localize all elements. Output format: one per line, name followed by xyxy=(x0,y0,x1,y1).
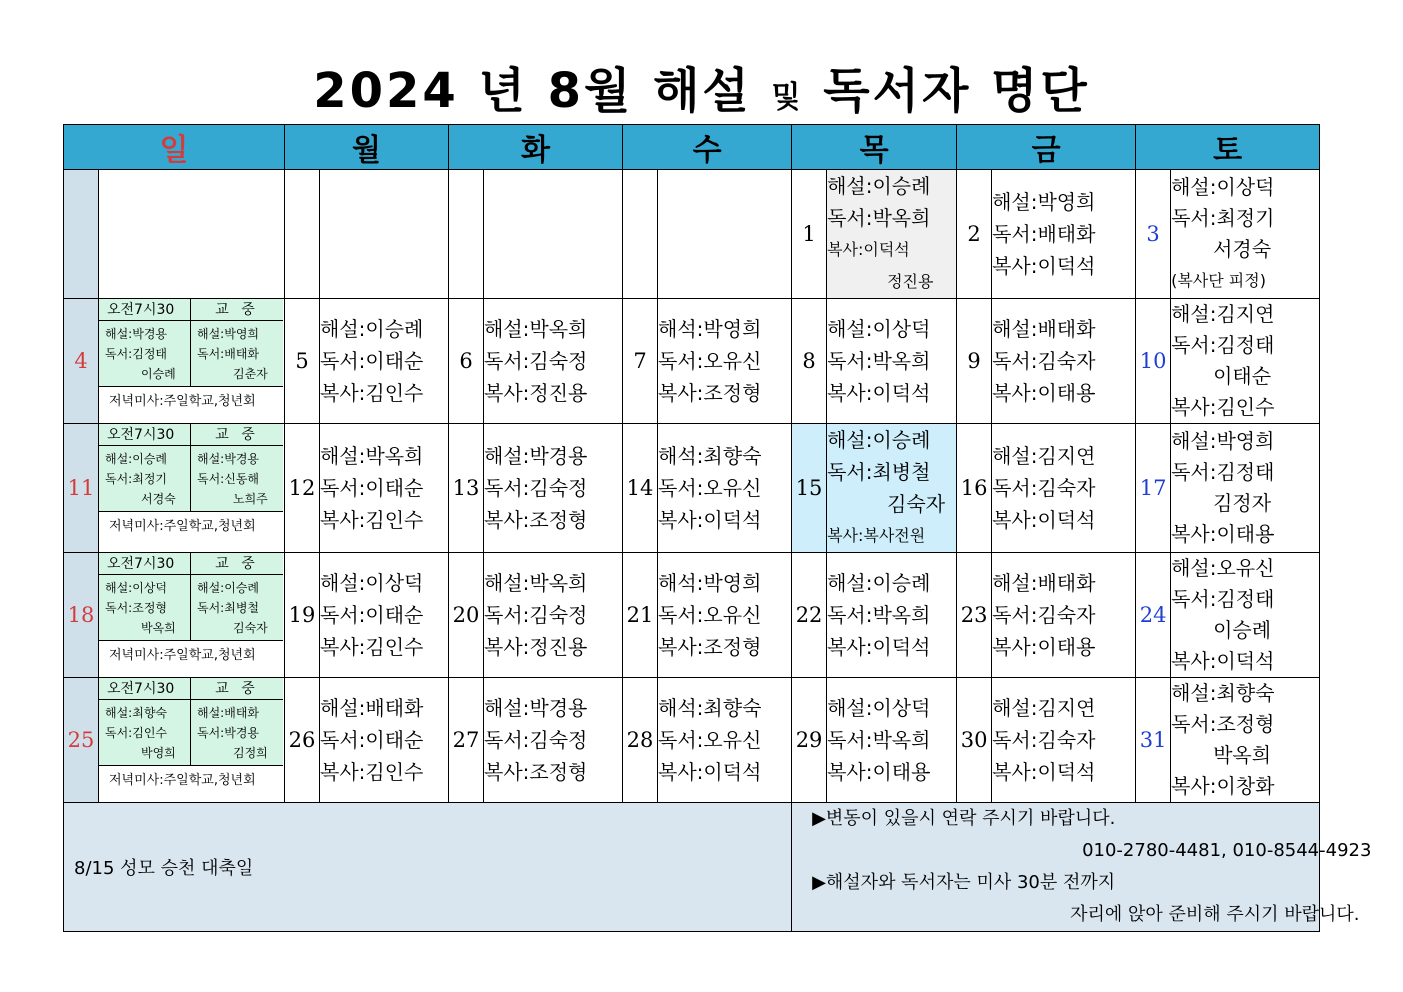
day-roles xyxy=(484,299,623,424)
notice-line: ▶변동이 있을시 연락 주시기 바랍니다. xyxy=(812,808,1116,829)
role-line: 독서:이태순 xyxy=(320,476,424,500)
weekday-header: 토 xyxy=(1136,125,1320,170)
sunday-date xyxy=(64,170,99,299)
day-number: 23 xyxy=(957,553,992,678)
sunday-mass-grid xyxy=(99,678,284,797)
role-line: 독서:박경용 xyxy=(197,726,260,740)
role-line: 김숙자 xyxy=(233,621,268,635)
main-mass-label: 교 중 xyxy=(191,299,283,321)
day-roles xyxy=(320,678,449,803)
title-main: 2024 년 8월 해설 xyxy=(313,63,752,119)
role-line: 해설:이상덕 xyxy=(827,696,931,720)
role-line: 복사:김인수 xyxy=(320,508,424,532)
main-mass-roles xyxy=(191,446,283,512)
role-line: 해설:이승례 xyxy=(320,317,424,341)
role-line: 복사:김인수 xyxy=(320,381,424,405)
role-line: 복사:김인수 xyxy=(1171,395,1275,419)
day-roles xyxy=(992,299,1136,424)
role-line: 서경숙 xyxy=(141,492,176,506)
role-line: 서경숙 xyxy=(1213,237,1272,261)
role-line: 독서:오유신 xyxy=(658,603,762,627)
role-line: (복사단 피정) xyxy=(1171,271,1266,290)
day-roles xyxy=(1171,553,1320,678)
role-line: 김숙자 xyxy=(887,492,946,516)
role-line: 해설:이승례 xyxy=(197,581,260,595)
role-line: 독서:김숙정 xyxy=(484,603,588,627)
day-roles xyxy=(1171,170,1320,299)
role-line: 해설:이승례 xyxy=(105,452,168,466)
role-line: 독서:김정태 xyxy=(1171,333,1275,357)
day-roles xyxy=(484,553,623,678)
day-number: 31 xyxy=(1136,678,1171,803)
day-number: 19 xyxy=(285,553,320,678)
day-roles xyxy=(484,424,623,553)
weekday-header: 월 xyxy=(285,125,449,170)
role-line: 복사:이덕석 xyxy=(827,381,931,405)
day-roles xyxy=(320,170,449,299)
role-line: 독서:조정형 xyxy=(1171,712,1275,736)
title-small: 및 xyxy=(771,80,804,115)
role-line: 해설:박경용 xyxy=(484,444,588,468)
role-line: 해석:최향숙 xyxy=(658,444,762,468)
day-roles xyxy=(827,299,957,424)
role-line: 복사:이덕석 xyxy=(827,635,931,659)
day-number: 22 xyxy=(792,553,827,678)
role-line: 해설:최향숙 xyxy=(105,706,168,720)
sunday-mass-grid xyxy=(99,424,284,543)
sunday-mass-grid xyxy=(99,299,284,418)
role-line: 이승례 xyxy=(141,367,176,381)
role-line: 독서:최정기 xyxy=(1171,206,1275,230)
role-line: 해석:박영희 xyxy=(658,317,762,341)
day-number: 6 xyxy=(449,299,484,424)
day-number: 30 xyxy=(957,678,992,803)
day-roles xyxy=(484,170,623,299)
main-mass-label: 교 중 xyxy=(191,553,283,575)
day-number: 14 xyxy=(623,424,658,553)
sunday-schedule xyxy=(99,170,285,299)
role-line: 해설:박옥희 xyxy=(484,317,588,341)
weekday-header: 목 xyxy=(792,125,957,170)
role-line: 복사:이태용 xyxy=(1171,522,1275,546)
role-line: 해설:이상덕 xyxy=(827,317,931,341)
day-roles xyxy=(992,424,1136,553)
day-roles xyxy=(658,299,792,424)
role-line: 해설:배태화 xyxy=(992,317,1096,341)
role-line: 이승례 xyxy=(1213,618,1272,642)
role-line: 복사:이태용 xyxy=(992,381,1096,405)
day-number xyxy=(449,170,484,299)
sunday-date: 11 xyxy=(64,424,99,553)
day-number: 28 xyxy=(623,678,658,803)
sunday-schedule xyxy=(99,424,285,553)
role-line: 김정희 xyxy=(233,746,268,760)
morning-mass-label: 오전7시30 xyxy=(99,299,191,321)
day-number: 12 xyxy=(285,424,320,553)
week-row xyxy=(64,553,1320,678)
day-number: 9 xyxy=(957,299,992,424)
role-line: 해설:박옥희 xyxy=(484,571,588,595)
role-line: 독서:김숙자 xyxy=(992,603,1096,627)
evening-mass: 저녁미사:주일학교,청년회 xyxy=(99,387,283,416)
role-line: 해설:배태화 xyxy=(197,706,260,720)
role-line: 복사:이덕석 xyxy=(827,240,910,259)
role-line: 해설:이승례 xyxy=(827,428,931,452)
role-line: 복사:이창화 xyxy=(1171,774,1275,798)
role-line: 해설:김지연 xyxy=(992,696,1096,720)
morning-mass-roles xyxy=(99,446,191,512)
evening-mass: 저녁미사:주일학교,청년회 xyxy=(99,641,283,670)
day-number: 29 xyxy=(792,678,827,803)
role-line: 해설:오유신 xyxy=(1171,556,1275,580)
sunday-date: 18 xyxy=(64,553,99,678)
notice-line: 자리에 앉아 준비해 주시기 바랍니다. xyxy=(1070,904,1360,925)
day-roles xyxy=(1171,424,1320,553)
day-number: 8 xyxy=(792,299,827,424)
evening-mass: 저녁미사:주일학교,청년회 xyxy=(99,766,283,795)
footer-notice xyxy=(792,803,1372,932)
day-roles xyxy=(320,424,449,553)
sunday-schedule xyxy=(99,678,285,803)
role-line: 김정자 xyxy=(1213,491,1272,515)
day-roles xyxy=(992,170,1136,299)
role-line: 해석:박영희 xyxy=(658,571,762,595)
weekday-header: 화 xyxy=(449,125,623,170)
notice-line: ▶해설자와 독서자는 미사 30분 전까지 xyxy=(812,872,1116,893)
role-line: 해설:박경용 xyxy=(197,452,260,466)
main-mass-label: 교 중 xyxy=(191,678,283,700)
day-number: 21 xyxy=(623,553,658,678)
day-roles xyxy=(658,678,792,803)
role-line: 복사:정진용 xyxy=(484,635,588,659)
day-roles xyxy=(320,299,449,424)
day-number: 3 xyxy=(1136,170,1171,299)
morning-mass-roles xyxy=(99,700,191,766)
morning-mass-roles xyxy=(99,321,191,387)
role-line: 독서:이태순 xyxy=(320,603,424,627)
day-roles xyxy=(827,678,957,803)
role-line: 복사:이덕석 xyxy=(658,508,762,532)
morning-mass-label: 오전7시30 xyxy=(99,678,191,700)
main-mass-roles xyxy=(191,575,283,641)
role-line: 독서:박옥희 xyxy=(827,349,931,373)
day-roles xyxy=(320,553,449,678)
role-line: 복사:이덕석 xyxy=(992,254,1096,278)
role-line: 해설:박경용 xyxy=(484,696,588,720)
day-roles xyxy=(658,170,792,299)
role-line: 독서:김숙정 xyxy=(484,728,588,752)
role-line: 독서:박옥희 xyxy=(827,603,931,627)
day-number: 7 xyxy=(623,299,658,424)
role-line: 이태순 xyxy=(1213,364,1272,388)
role-line: 독서:박옥희 xyxy=(827,206,931,230)
week-row xyxy=(64,299,1320,424)
role-line: 복사:조정형 xyxy=(484,508,588,532)
day-number: 16 xyxy=(957,424,992,553)
day-roles xyxy=(992,678,1136,803)
role-line: 독서:김정태 xyxy=(1171,460,1275,484)
weekday-header: 일 xyxy=(64,125,285,170)
day-roles xyxy=(827,170,957,299)
day-number: 17 xyxy=(1136,424,1171,553)
role-line: 복사:이태용 xyxy=(827,760,931,784)
role-line: 해설:박영희 xyxy=(992,190,1096,214)
role-line: 해설:이상덕 xyxy=(1171,175,1275,199)
role-line: 해설:배태화 xyxy=(992,571,1096,595)
role-line: 독서:김숙자 xyxy=(992,476,1096,500)
day-number: 13 xyxy=(449,424,484,553)
role-line: 정진용 xyxy=(887,272,934,291)
day-number: 10 xyxy=(1136,299,1171,424)
role-line: 독서:박옥희 xyxy=(827,728,931,752)
role-line: 복사:김인수 xyxy=(320,760,424,784)
schedule-table xyxy=(63,124,1372,932)
weekday-header: 금 xyxy=(957,125,1136,170)
morning-mass-label: 오전7시30 xyxy=(99,424,191,446)
role-line: 해설:박영희 xyxy=(197,327,260,341)
day-number: 5 xyxy=(285,299,320,424)
day-roles xyxy=(827,424,957,553)
day-number xyxy=(623,170,658,299)
day-number xyxy=(285,170,320,299)
role-line: 박옥희 xyxy=(1213,743,1272,767)
role-line: 해설:최향숙 xyxy=(1171,681,1275,705)
day-roles xyxy=(992,553,1136,678)
role-line: 독서:이태순 xyxy=(320,728,424,752)
role-line: 해설:박옥희 xyxy=(320,444,424,468)
role-line: 김춘자 xyxy=(233,367,268,381)
role-line: 복사:김인수 xyxy=(320,635,424,659)
role-line: 독서:최정기 xyxy=(105,472,168,486)
role-line: 복사:정진용 xyxy=(484,381,588,405)
role-line: 해설:김지연 xyxy=(992,444,1096,468)
role-line: 독서:배태화 xyxy=(197,347,260,361)
sunday-date: 4 xyxy=(64,299,99,424)
day-roles xyxy=(484,678,623,803)
role-line: 해설:배태화 xyxy=(320,696,424,720)
role-line: 독서:최병철 xyxy=(197,601,260,615)
day-roles xyxy=(658,553,792,678)
role-line: 독서:조정형 xyxy=(105,601,168,615)
role-line: 복사:이덕석 xyxy=(1171,649,1275,673)
role-line: 독서:김인수 xyxy=(105,726,168,740)
role-line: 독서:최병철 xyxy=(827,460,931,484)
role-line: 독서:김숙자 xyxy=(992,728,1096,752)
morning-mass-label: 오전7시30 xyxy=(99,553,191,575)
role-line: 해설:이승례 xyxy=(827,571,931,595)
page-title xyxy=(0,52,1403,121)
role-line: 독서:신동해 xyxy=(197,472,260,486)
role-line: 복사:조정형 xyxy=(658,381,762,405)
role-line: 복사:조정형 xyxy=(484,760,588,784)
role-line: 해설:이승례 xyxy=(827,174,931,198)
day-number: 15 xyxy=(792,424,827,553)
sunday-schedule xyxy=(99,553,285,678)
role-line: 독서:김숙정 xyxy=(484,476,588,500)
role-line: 복사:이덕석 xyxy=(658,760,762,784)
day-roles xyxy=(1171,678,1320,803)
day-roles xyxy=(658,424,792,553)
role-line: 독서:김숙자 xyxy=(992,349,1096,373)
role-line: 독서:오유신 xyxy=(658,476,762,500)
day-number: 26 xyxy=(285,678,320,803)
main-mass-label: 교 중 xyxy=(191,424,283,446)
day-roles xyxy=(827,553,957,678)
title-rest: 독서자 명단 xyxy=(823,63,1090,119)
role-line: 독서:이태순 xyxy=(320,349,424,373)
morning-mass-roles xyxy=(99,575,191,641)
role-line: 해설:박경용 xyxy=(105,327,168,341)
role-line: 복사:이태용 xyxy=(992,635,1096,659)
role-line: 독서:김숙정 xyxy=(484,349,588,373)
role-line: 해설:이상덕 xyxy=(105,581,168,595)
role-line: 독서:오유신 xyxy=(658,349,762,373)
role-line: 박영희 xyxy=(141,746,176,760)
sunday-mass-grid xyxy=(99,553,284,672)
role-line: 해설:이상덕 xyxy=(320,571,424,595)
main-mass-roles xyxy=(191,700,283,766)
role-line: 해석:최향숙 xyxy=(658,696,762,720)
footer-note xyxy=(64,803,792,932)
role-line: 복사:복사전원 xyxy=(827,526,926,545)
weekday-header: 수 xyxy=(623,125,792,170)
sunday-schedule xyxy=(99,299,285,424)
feast-note: 8/15 성모 승천 대축일 xyxy=(74,858,254,879)
week-row xyxy=(64,678,1320,803)
role-line: 독서:김정태 xyxy=(1171,587,1275,611)
role-line: 독서:김정태 xyxy=(105,347,168,361)
role-line: 박옥희 xyxy=(141,621,176,635)
role-line: 노희주 xyxy=(233,492,268,506)
main-mass-roles xyxy=(191,321,283,387)
day-roles xyxy=(1171,299,1320,424)
evening-mass: 저녁미사:주일학교,청년회 xyxy=(99,512,283,541)
contact-phones: 010-2780-4481, 010-8544-4923 xyxy=(1082,840,1372,861)
role-line: 복사:조정형 xyxy=(658,635,762,659)
day-number: 2 xyxy=(957,170,992,299)
role-line: 독서:오유신 xyxy=(658,728,762,752)
role-line: 해설:김지연 xyxy=(1171,302,1275,326)
day-number: 20 xyxy=(449,553,484,678)
week-row xyxy=(64,424,1320,553)
role-line: 해설:박영희 xyxy=(1171,429,1275,453)
role-line: 복사:이덕석 xyxy=(992,508,1096,532)
day-number: 27 xyxy=(449,678,484,803)
role-line: 독서:배태화 xyxy=(992,222,1096,246)
day-number: 1 xyxy=(792,170,827,299)
role-line: 복사:이덕석 xyxy=(992,760,1096,784)
week-row xyxy=(64,170,1320,299)
sunday-date: 25 xyxy=(64,678,99,803)
day-number: 24 xyxy=(1136,553,1171,678)
